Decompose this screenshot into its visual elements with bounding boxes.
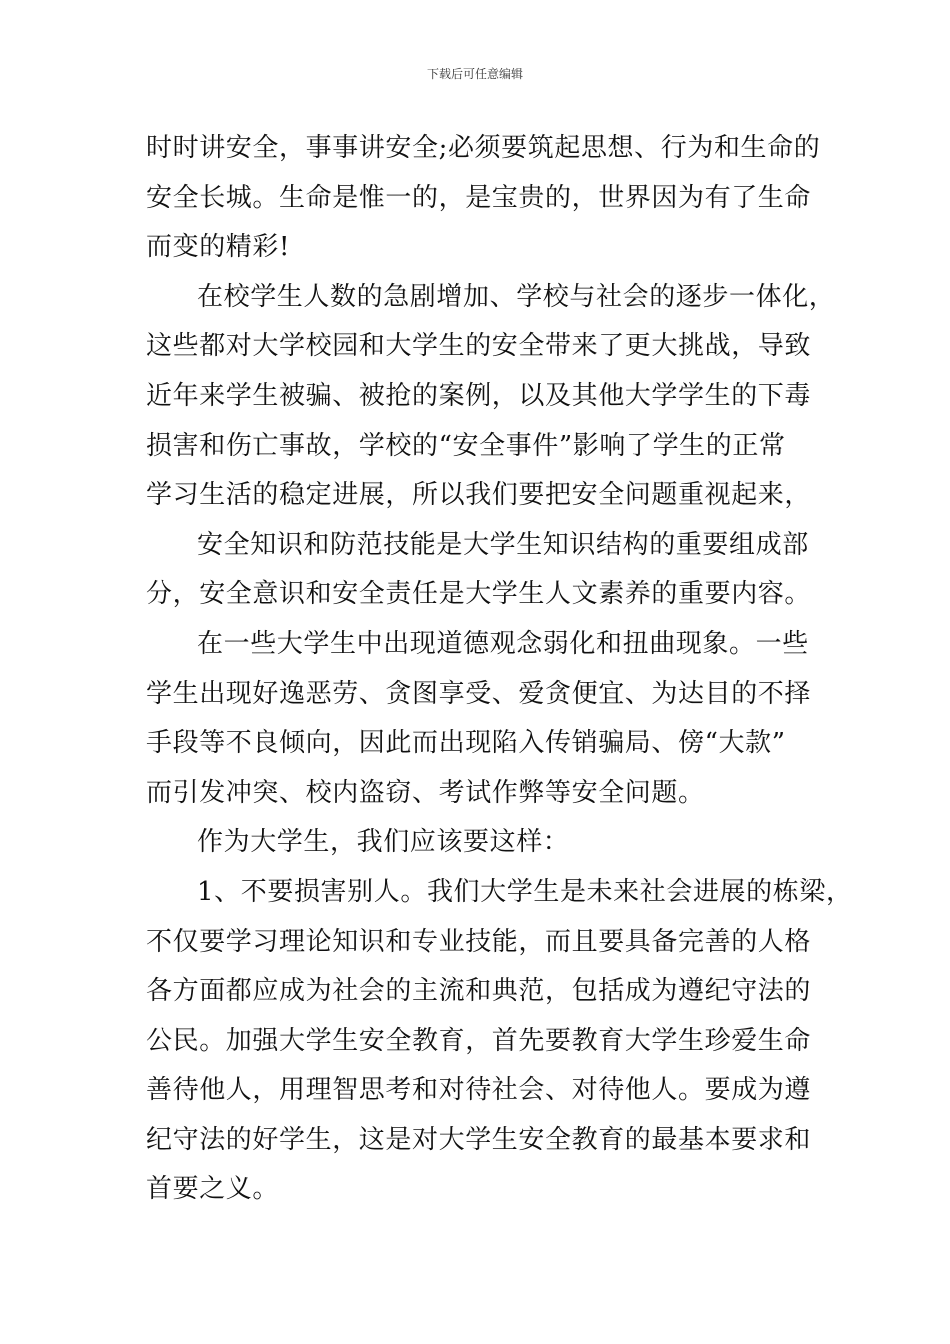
- text-line: 学习生活的稳定进展，所以我们要把安全问题重视起来，: [146, 480, 812, 511]
- text-line: 善待他人，用理智思考和对待社会、对待他人。要成为遵: [146, 1075, 812, 1106]
- text-line: 公民。加强大学生安全教育，首先要教育大学生珍爱生命: [146, 1025, 812, 1056]
- text-line: 安全长城。生命是惟一的，是宝贵的，世界因为有了生命: [146, 182, 812, 213]
- text-line: 分，安全意识和安全责任是大学生人文素养的重要内容。: [146, 579, 812, 610]
- text-line: 近年来学生被骗、被抢的案例，以及其他大学学生的下毒: [146, 380, 812, 411]
- text-line: 首要之义。: [146, 1174, 280, 1205]
- page-header: 下载后可任意编辑: [426, 67, 523, 81]
- paragraph-first-line: 在校学生人数的急剧增加、学校与社会的逐步一体化，: [197, 281, 836, 312]
- paragraph-first-line: 1、不要损害别人。我们大学生是未来社会进展的栋梁，: [197, 876, 853, 907]
- document-body: [146, 124, 853, 1215]
- text-line: 而变的精彩!: [146, 232, 291, 263]
- paragraph-first-line: 在一些大学生中出现道德观念弱化和扭曲现象。一些: [197, 628, 809, 659]
- text-line: 不仅要学习理论知识和专业技能，而且要具备完善的人格: [146, 926, 812, 957]
- text-line: 而引发冲突、校内盗窃、考试作弊等安全问题。: [146, 777, 705, 808]
- text-line: 时时讲安全，事事讲安全;必须要筑起思想、行为和生命的: [146, 133, 821, 163]
- text-line: 各方面都应成为社会的主流和典范，包括成为遵纪守法的: [146, 976, 812, 1007]
- text-line: 学生出现好逸恶劳、贪图享受、爱贪便宜、为达目的不择: [146, 678, 812, 709]
- text-line: 纪守法的好学生，这是对大学生安全教育的最基本要求和: [146, 1124, 812, 1155]
- text-line: 损害和伤亡事故，学校的“安全事件”影响了学生的正常: [146, 430, 786, 461]
- text-line: 手段等不良倾向，因此而出现陷入传销骗局、傍“大款”: [146, 728, 786, 759]
- text-line: 这些都对大学校园和大学生的安全带来了更大挑战，导致: [146, 331, 812, 362]
- paragraph-first-line: 作为大学生，我们应该要这样：: [197, 827, 570, 858]
- paragraph-first-line: 安全知识和防范技能是大学生知识结构的重要组成部: [197, 529, 809, 560]
